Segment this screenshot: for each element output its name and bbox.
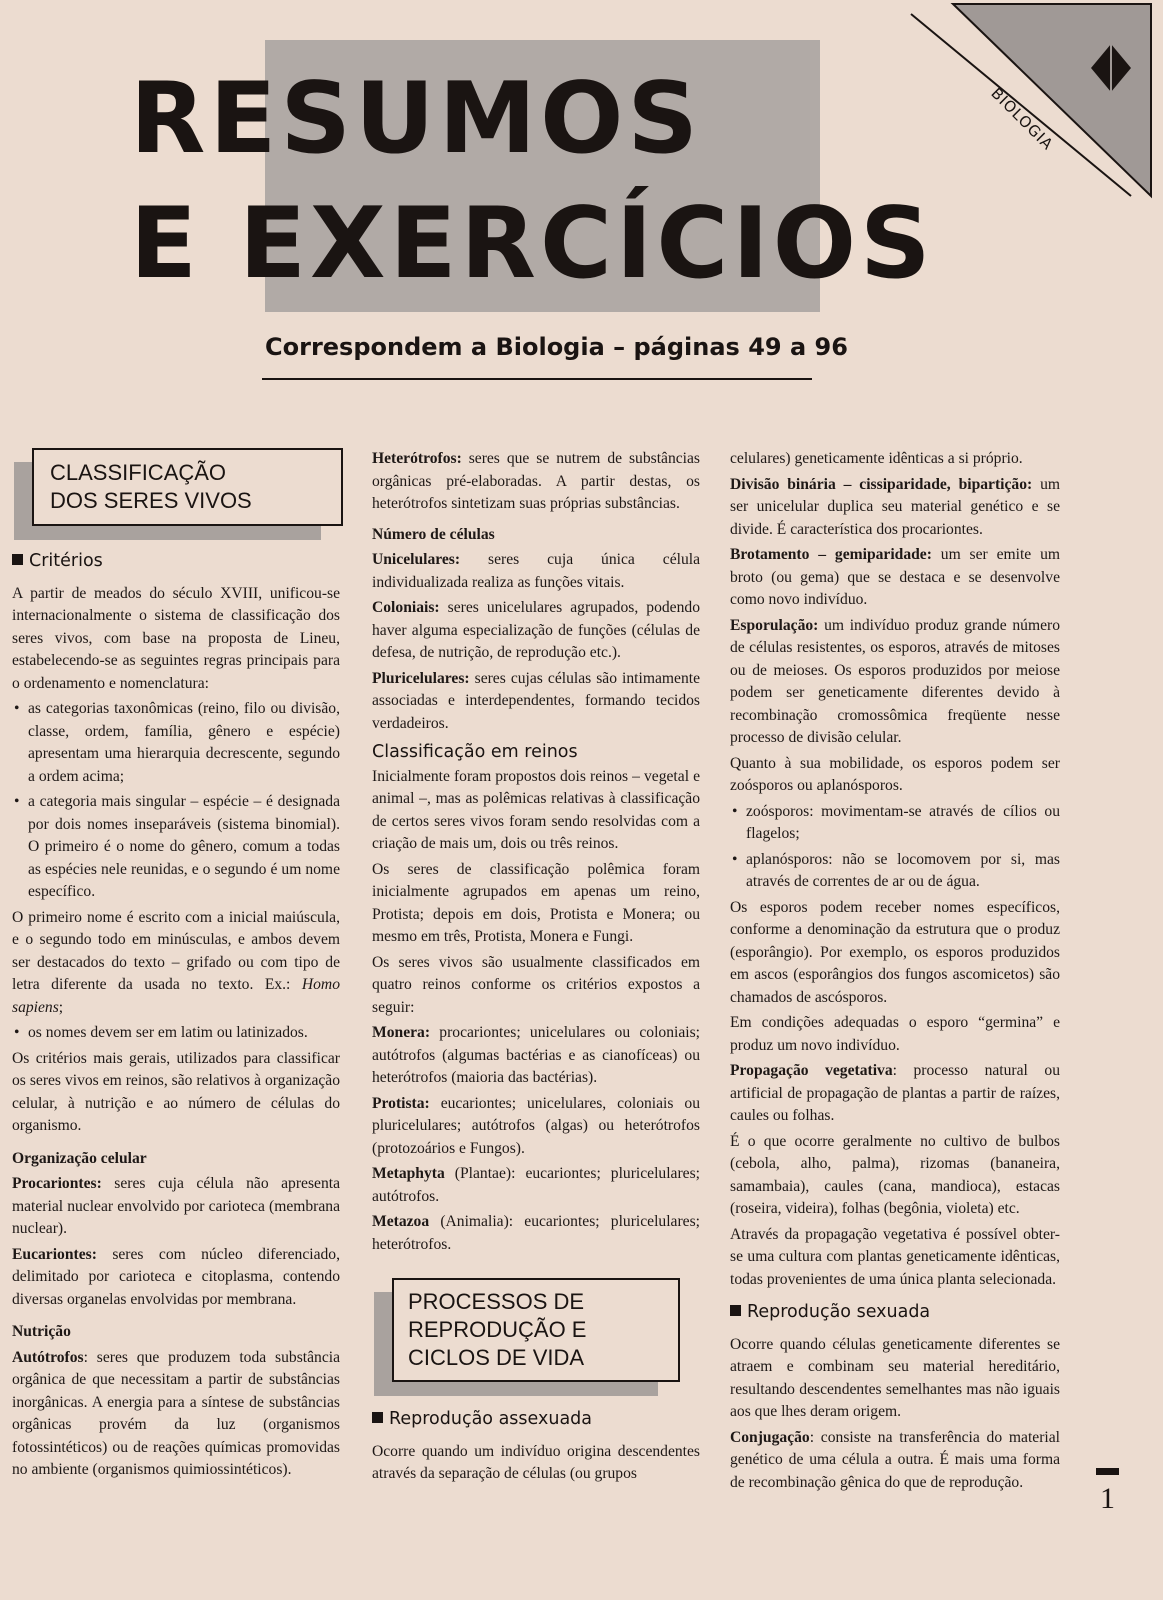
paragraph: celulares) geneticamente idênticas a si próprio. bbox=[730, 450, 1023, 467]
bullet-item: • zoósporos: movimentam-se através de cílios ou flagelos; bbox=[730, 801, 1060, 846]
page-number: 1 bbox=[1100, 1482, 1115, 1515]
box-classificacao bbox=[32, 448, 343, 526]
definition: Metazoa (Animalia): eucariontes; pluricelulares; heterótrofos. bbox=[372, 1213, 700, 1253]
definition: Conjugação: consiste na transferência do material genético de uma célula a outra. É mais uma forma de recombinação gênica do que de reprodução. bbox=[730, 1428, 1060, 1491]
column-1 bbox=[12, 448, 340, 1485]
definition: Heterótrofos: seres que se nutrem de substâncias orgânicas pré-elaboradas. A partir destas, os heterótrofos sintetizam suas próprias substâncias. bbox=[372, 450, 700, 512]
subheading: Organização celular bbox=[12, 1149, 147, 1167]
box-title-line: CICLOS DE VIDA bbox=[408, 1345, 585, 1370]
definition: Autótrofos: seres que produzem toda substância orgânica de que necessitam a partir de substâncias inorgânicas. A energia para a síntese de substâncias orgânicas provém da luz (organismos fotossintéticos) ou de reações químicas promovidas no ambiente (organismos quimiossintéticos). bbox=[12, 1348, 340, 1478]
definition: Procariontes: seres cuja célula não apresenta material nuclear envolvido por carioteca (membrana nuclear). bbox=[12, 1175, 340, 1237]
box-processos bbox=[392, 1278, 680, 1382]
paragraph: A partir de meados do século XVIII, unificou-se internacionalmente o sistema de classificação dos seres vivos, com base na proposta de Lineu, estabelecendo-se as seguintes regras principais para o ordenamento e nomenclatura: bbox=[12, 584, 340, 692]
square-bullet-icon bbox=[730, 1305, 741, 1316]
bullet-item: • os nomes devem ser em latim ou latinizados. bbox=[12, 1022, 340, 1045]
corner-label: BIOLOGIA bbox=[987, 84, 1058, 154]
section-reinos: Classificação em reinos bbox=[372, 742, 578, 762]
definition: Esporulação: um indivíduo produz grande número de células resistentes, os esporos, através de mitoses ou de meioses. Os esporos produzidos por meiose podem ser geneticamente diferentes devido à recombinação cromossômica freqüente nesse processo de divisão celular. bbox=[730, 616, 1060, 746]
subtitle-rule bbox=[262, 378, 812, 380]
definition: Divisão binária – cissiparidade, bipartição: um ser unicelular duplica seu material genético e se divide. É característica dos procariontes. bbox=[730, 475, 1060, 538]
paragraph: Os seres vivos são usualmente classificados em quatro reinos conforme os critérios expostos a seguir: bbox=[372, 953, 700, 1016]
section-criterios: Critérios bbox=[12, 550, 340, 573]
example-species: Homo sapiens bbox=[12, 976, 340, 1016]
section-assexuada: Reprodução assexuada bbox=[372, 1408, 700, 1431]
paragraph: O primeiro nome é escrito com a inicial maiúscula, e o segundo todo em minúsculas, e ambos devem ser destacados do texto – grifado ou com tipo de letra diferente da usada no texto. Ex.: Homo sapiens; bbox=[12, 908, 340, 1016]
definition: Propagação vegetativa: processo natural ou artificial de propagação de plantas a partir de raízes, caules ou folhas. bbox=[730, 1062, 1061, 1124]
section-sexuada: Reprodução sexuada bbox=[730, 1301, 1060, 1324]
paragraph: Ocorre quando um indivíduo origina descendentes através da separação de células (ou grupos bbox=[372, 1442, 700, 1482]
paragraph: Através da propagação vegetativa é possível obter-se uma cultura com plantas geneticamente idênticas, todas provenientes de uma única planta selecionada. bbox=[730, 1225, 1060, 1288]
paragraph: Os seres de classificação polêmica foram inicialmente agrupados em apenas um reino, Protista; depois em dois, Protista e Monera; ou mesmo em três, Protista, Monera e Fungi. bbox=[372, 860, 700, 945]
page-number-bar bbox=[1096, 1468, 1119, 1475]
paragraph: Os esporos podem receber nomes específicos, conforme a denominação da estrutura que o produz (esporângio). Por exemplo, os esporos produzidos em ascos (esporângios dos fungos ascomicetos) são chamados de ascósporos. bbox=[730, 898, 1060, 1006]
paragraph: Os critérios mais gerais, utilizados para classificar os seres vivos em reinos, são relativos à organização celular, à nutrição e ao número de células do organismo. bbox=[12, 1049, 340, 1134]
paragraph: Em condições adequadas o esporo “germina” e produz um novo indivíduo. bbox=[730, 1014, 1060, 1054]
definition: Unicelulares: seres cuja única célula individualizada realiza as funções vitais. bbox=[372, 551, 700, 591]
definition: Metaphyta (Plantae): eucariontes; pluricelulares; autótrofos. bbox=[372, 1165, 700, 1205]
box-title-line: PROCESSOS DE bbox=[408, 1289, 585, 1314]
bullet-item: • a categoria mais singular – espécie – é designada por dois nomes inseparáveis (sistema binomial). O primeiro é o nome do gênero, comum a todas as espécies nele reunidas, e o segundo é um nome específico. bbox=[12, 791, 340, 904]
definition: Monera: procariontes; unicelulares ou coloniais; autótrofos (algumas bactérias e as cianofíceas) ou heterótrofos (maioria das bactérias). bbox=[372, 1024, 700, 1086]
column-2 bbox=[372, 448, 700, 1489]
page-title-line-1: RESUMOS bbox=[130, 62, 702, 176]
page-subtitle: Correspondem a Biologia – páginas 49 a 96 bbox=[265, 333, 848, 361]
definition: Protista: eucariontes; unicelulares, coloniais ou pluricelulares; autótrofos (algas) ou heterótrofos (protozoários e Fungos). bbox=[372, 1094, 700, 1157]
paragraph: Quanto à sua mobilidade, os esporos podem ser zoósporos ou aplanósporos. bbox=[730, 754, 1060, 794]
paragraph: Inicialmente foram propostos dois reinos – vegetal e animal –, mas as polêmicas relativas à classificação de certos seres vivos foram sendo resolvidas com a criação de mais um, dois ou três reinos. bbox=[372, 767, 700, 852]
square-bullet-icon bbox=[372, 1412, 383, 1423]
column-3 bbox=[730, 448, 1060, 1497]
definition: Eucariontes: seres com núcleo diferenciado, delimitado por carioteca e citoplasma, contendo diversas organelas envolvidas por membrana. bbox=[12, 1245, 340, 1308]
page-title-line-2: E EXERCÍCIOS bbox=[130, 187, 935, 301]
definition: Pluricelulares: seres cujas células são intimamente associadas e interdependentes, formando tecidos verdadeiros. bbox=[372, 669, 700, 732]
box-title-line: DOS SERES VIVOS bbox=[50, 488, 252, 513]
subheading: Número de células bbox=[372, 525, 495, 543]
corner-tab bbox=[903, 0, 1163, 200]
bullet-item: • aplanósporos: não se locomovem por si, mas através de correntes de ar ou de água. bbox=[730, 849, 1060, 894]
subheading: Nutrição bbox=[12, 1323, 71, 1340]
box-title-line: CLASSIFICAÇÃO bbox=[50, 460, 227, 485]
paragraph: É o que ocorre geralmente no cultivo de bulbos (cebola, alho, palma), rizomas (bananeira, samambaia), caules (cana, mandioca), estacas (roseira, videira), folhas (begônia, violeta) etc. bbox=[730, 1132, 1060, 1217]
square-bullet-icon bbox=[12, 554, 23, 565]
box-title-line: REPRODUÇÃO E bbox=[408, 1317, 587, 1342]
paragraph: Ocorre quando células geneticamente diferentes se atraem e combinam seu material hereditário, resultando descendentes semelhantes mas não iguais aos que lhes deram origem. bbox=[730, 1335, 1060, 1420]
bullet-item: • as categorias taxonômicas (reino, filo ou divisão, classe, ordem, família, gênero e espécie) apresentam uma hierarquia decrescente, segundo a ordem acima; bbox=[12, 698, 340, 788]
definition: Coloniais: seres unicelulares agrupados, podendo haver alguma especialização de funções (células de defesa, de nutrição, de reprodução etc.). bbox=[372, 599, 700, 661]
definition: Brotamento – gemiparidade: um ser emite um broto (ou gema) que se destaca e se desenvolve como novo indivíduo. bbox=[730, 546, 1060, 608]
